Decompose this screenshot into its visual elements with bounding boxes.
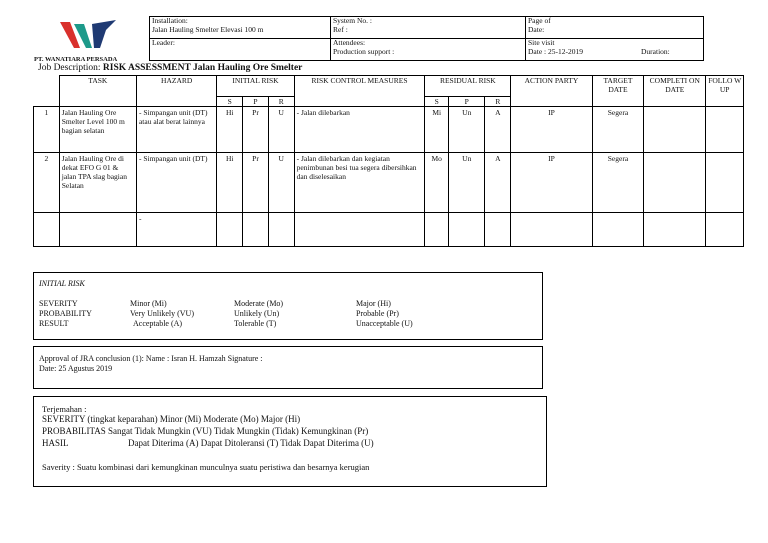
completion-date-cell bbox=[644, 153, 706, 213]
residual-severity-cell bbox=[425, 213, 449, 247]
translation-box bbox=[33, 396, 547, 487]
duration-label: Duration: bbox=[641, 47, 670, 56]
result-tolerable: Tolerable (T) bbox=[234, 319, 277, 328]
table-row bbox=[34, 213, 744, 247]
target-date-cell bbox=[592, 213, 643, 247]
translation-definition: Saverity : Suatu kombinasi dari kemungkinan munculnya suatu peristiwa dan besarnya kerugian bbox=[42, 462, 370, 472]
action-header: ACTION PARTY bbox=[511, 76, 593, 107]
initial-severity-cell bbox=[217, 213, 243, 247]
task-cell: Jalan Hauling Ore Smelter Level 100 m bagian selatan bbox=[59, 107, 136, 153]
site-visit-label: Site visit bbox=[528, 38, 555, 47]
initial-probability-cell: Pr bbox=[243, 107, 269, 153]
hazard-header: HAZARD bbox=[136, 76, 216, 107]
translation-result: Dapat Diterima (A) Dapat Ditoleransi (T) Tidak Dapat Diterima (U) bbox=[128, 438, 374, 448]
probability-label: PROBABILITY bbox=[39, 309, 92, 318]
installation-value: Jalan Hauling Smelter Elevasi 100 m bbox=[152, 24, 264, 34]
initial-severity-cell: Hi bbox=[217, 153, 243, 213]
hazard-cell: - bbox=[136, 213, 216, 247]
ref-label: Ref : bbox=[333, 24, 348, 34]
initial-risk-legend bbox=[33, 272, 543, 340]
task-cell: Jalan Hauling Ore di dekat EFO G 01 & jalan TPA slag bagian Selatan bbox=[59, 153, 136, 213]
initial-result-cell bbox=[268, 213, 294, 247]
leader-label: Leader: bbox=[152, 38, 175, 47]
result-unacceptable: Unacceptable (U) bbox=[356, 319, 413, 328]
initial-result-cell: U bbox=[268, 153, 294, 213]
translation-probability: PROBABILITAS Sangat Tidak Mungkin (VU) Tidak Mungkin (Tidak) Kemungkinan (Pr) bbox=[42, 426, 369, 436]
initial-severity-cell: Hi bbox=[217, 107, 243, 153]
residual-risk-header: RESIDUAL RISK bbox=[425, 76, 511, 97]
table-row bbox=[34, 107, 744, 153]
residual-r-header: R bbox=[485, 97, 511, 107]
approval-box bbox=[33, 346, 543, 389]
job-description bbox=[38, 63, 302, 73]
follow-up-cell bbox=[706, 213, 744, 247]
approval-line: Approval of JRA conclusion (1): Name : Isran H. Hamzah Signature : bbox=[39, 354, 263, 363]
residual-result-cell bbox=[485, 213, 511, 247]
row-number: 1 bbox=[34, 107, 60, 153]
residual-severity-cell: Mo bbox=[425, 153, 449, 213]
residual-probability-cell: Un bbox=[449, 153, 485, 213]
initial-p-header: P bbox=[243, 97, 269, 107]
severity-major: Major (Hi) bbox=[356, 299, 391, 308]
probability-very-unlikely: Very Unlikely (VU) bbox=[130, 309, 194, 318]
system-no-label: System No. : bbox=[333, 16, 372, 25]
action-party-cell: IP bbox=[511, 153, 593, 213]
target-header: TARGET DATE bbox=[592, 76, 643, 107]
legend-title: INITIAL RISK bbox=[39, 279, 85, 288]
probability-unlikely: Unlikely (Un) bbox=[234, 309, 280, 318]
result-label: RESULT bbox=[39, 319, 69, 328]
initial-probability-cell bbox=[243, 213, 269, 247]
initial-r-header: R bbox=[268, 97, 294, 107]
table-row bbox=[34, 153, 744, 213]
action-party-cell bbox=[511, 213, 593, 247]
control-header: RISK CONTROL MEASURES bbox=[294, 76, 425, 107]
residual-probability-cell: Un bbox=[449, 107, 485, 153]
task-header: TASK bbox=[59, 76, 136, 107]
hazard-cell: - Simpangan unit (DT) atau alat berat lainnya bbox=[136, 107, 216, 153]
residual-result-cell: A bbox=[485, 107, 511, 153]
initial-probability-cell: Pr bbox=[243, 153, 269, 213]
approval-date: Date: 25 Agustus 2019 bbox=[39, 364, 113, 373]
target-date-cell: Segera bbox=[592, 107, 643, 153]
attendees-label: Attendees: bbox=[333, 38, 366, 47]
installation-label: Installation: bbox=[152, 16, 188, 25]
site-visit-date: Date : 25-12-2019 bbox=[528, 46, 583, 56]
action-party-cell: IP bbox=[511, 107, 593, 153]
row-number bbox=[34, 213, 60, 247]
residual-result-cell: A bbox=[485, 153, 511, 213]
control-cell: - Jalan dilebarkan bbox=[294, 107, 425, 153]
initial-result-cell: U bbox=[268, 107, 294, 153]
company-name: PT. WANATIARA PERSADA bbox=[34, 56, 118, 63]
follow-header: FOLLO W UP bbox=[706, 76, 744, 107]
completion-date-cell bbox=[644, 213, 706, 247]
production-support-label: Production support : bbox=[333, 46, 395, 56]
date-label: Date: bbox=[528, 24, 545, 34]
severity-moderate: Moderate (Mo) bbox=[234, 299, 284, 308]
initial-risk-header: INITIAL RISK bbox=[217, 76, 294, 97]
completion-date-cell bbox=[644, 107, 706, 153]
job-description-label: Job Description: bbox=[38, 63, 101, 73]
residual-severity-cell: Mi bbox=[425, 107, 449, 153]
header-table bbox=[65, 16, 704, 61]
residual-s-header: S bbox=[425, 97, 449, 107]
page-label: Page of bbox=[528, 16, 551, 25]
task-cell bbox=[59, 213, 136, 247]
translation-title: Terjemahan : bbox=[42, 404, 87, 414]
completion-header: COMPLETI ON DATE bbox=[644, 76, 706, 107]
translation-severity: SEVERITY (tingkat keparahan) Minor (Mi) Moderate (Mo) Major (Hi) bbox=[42, 414, 301, 424]
translation-result-label: HASIL bbox=[42, 438, 69, 448]
probability-probable: Probable (Pr) bbox=[356, 309, 399, 318]
control-cell bbox=[294, 213, 425, 247]
hazard-cell: - Simpangan unit (DT) bbox=[136, 153, 216, 213]
risk-table bbox=[33, 75, 744, 247]
initial-s-header: S bbox=[217, 97, 243, 107]
residual-probability-cell bbox=[449, 213, 485, 247]
row-number: 2 bbox=[34, 153, 60, 213]
severity-label: SEVERITY bbox=[39, 299, 78, 308]
residual-p-header: P bbox=[449, 97, 485, 107]
follow-up-cell bbox=[706, 153, 744, 213]
result-acceptable: Acceptable (A) bbox=[133, 319, 183, 328]
control-cell: - Jalan dilebarkan dan kegiatan penimbunan besi tua segera dibersihkan dan diselesaikan bbox=[294, 153, 425, 213]
target-date-cell: Segera bbox=[592, 153, 643, 213]
severity-minor: Minor (Mi) bbox=[130, 299, 167, 308]
job-description-value: RISK ASSESSMENT Jalan Hauling Ore Smelter bbox=[102, 63, 303, 73]
follow-up-cell bbox=[706, 107, 744, 153]
